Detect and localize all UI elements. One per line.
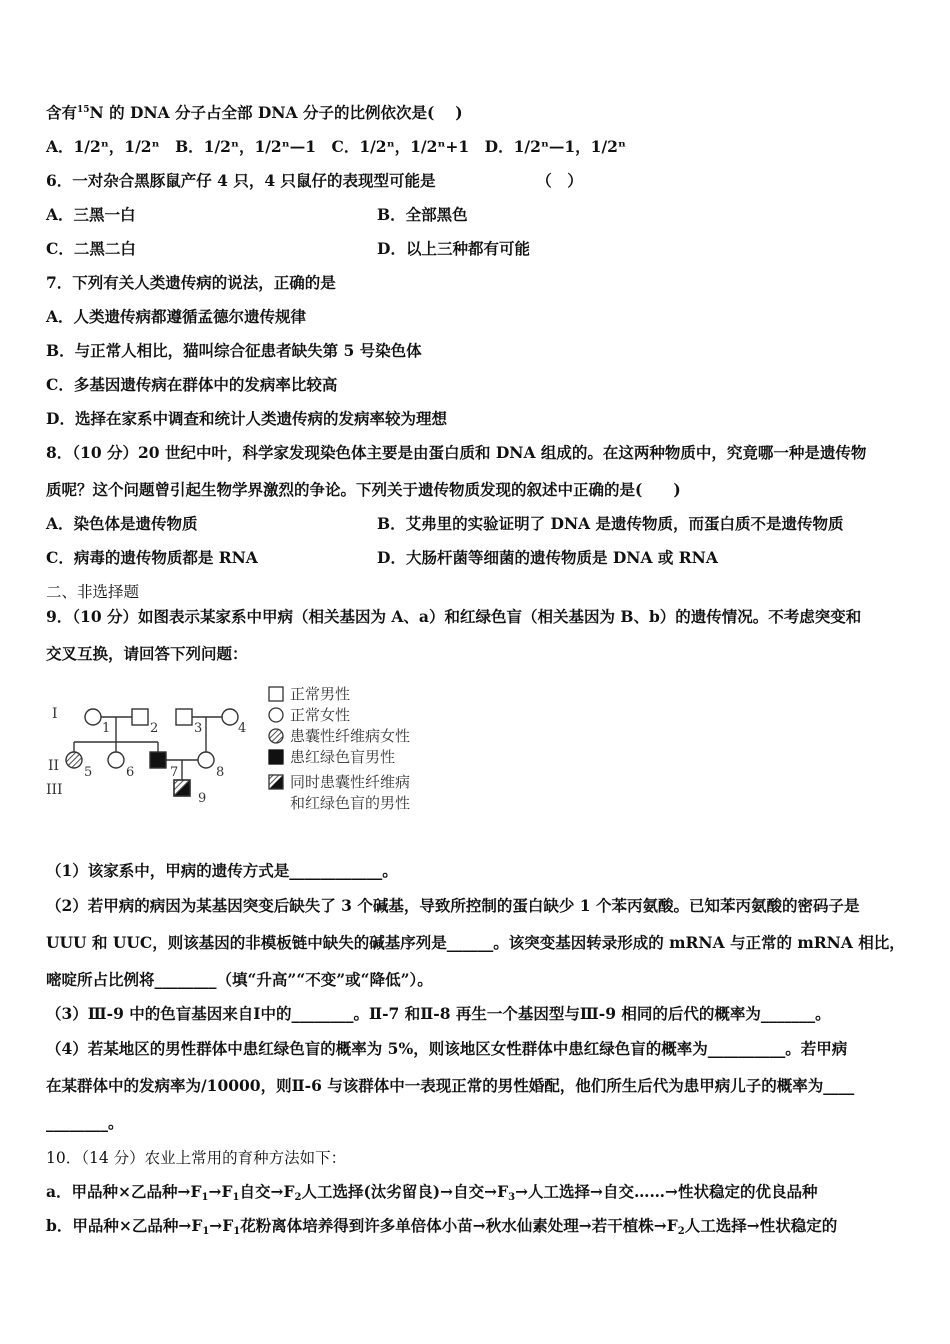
q8-stem-1: 8．（10 分）20 世纪中叶，科学家发现染色体主要是由蛋白质和 DNA 组成的。在这两种物质中，究竟哪一种是遗传物 bbox=[46, 443, 867, 462]
q9-part-4-line2: 在某群体中的发病率为/10000，则Ⅱ-6 与该群体中一表现正常的男性婚配，他们所生后代为患甲病儿子的概率为____ bbox=[46, 1076, 855, 1095]
q7-stem: 7．下列有关人类遗传病的说法，正确的是 bbox=[46, 273, 336, 292]
label-2: 2 bbox=[150, 721, 159, 736]
label-1: 1 bbox=[102, 721, 111, 736]
label-9: 9 bbox=[198, 791, 207, 806]
section-heading: 二、非选择题 bbox=[46, 583, 140, 601]
q7-option-d: D．选择在家系中调查和统计人类遗传病的发病率较为理想 bbox=[46, 409, 447, 428]
individual-I-3 bbox=[176, 709, 192, 725]
gen-label-III: III bbox=[46, 782, 63, 798]
q9-part-3: （3）Ⅲ-9 中的色盲基因来自Ⅰ中的________。Ⅱ-7 和Ⅱ-8 再生一个基因型与Ⅲ-9 相同的后代的概率为_______。 bbox=[46, 1004, 831, 1023]
label-7: 7 bbox=[170, 765, 179, 780]
q9-part-2-line3: 嘧啶所占比例将________（填“升高”“不变”或“降低”）。 bbox=[46, 970, 433, 989]
label-8: 8 bbox=[216, 765, 225, 780]
q6-option-d: D．以上三种都有可能 bbox=[377, 239, 530, 258]
q10-stem: 10．（14 分）农业上常用的育种方法如下： bbox=[46, 1149, 347, 1167]
q9-part-1: （1）该家系中，甲病的遗传方式是____________。 bbox=[46, 861, 398, 880]
q9-part-4-line3: ________。 bbox=[46, 1113, 124, 1132]
gen-label-II: II bbox=[48, 758, 60, 774]
q8-option-d: D．大肠杆菌等细菌的遗传物质是 DNA 或 RNA bbox=[377, 548, 718, 567]
individual-I-4 bbox=[222, 709, 238, 725]
q10-method-b: b．甲品种×乙品种$\to F_1\to F_1$花粉离体培养得到许多单倍体小苗→秋水仙素处理→若干植株$\to F_2$人工选择→性状稳定的 bbox=[46, 1216, 838, 1237]
q8-option-a: A．染色体是遗传物质 bbox=[46, 514, 198, 533]
q6-option-c: C．二黑二白 bbox=[46, 239, 136, 258]
q8-option-b: B．艾弗里的实验证明了 DNA 是遗传物质，而蛋白质不是遗传物质 bbox=[377, 514, 844, 533]
individual-II-8 bbox=[198, 752, 214, 768]
q9-stem-1: 9．（10 分）如图表示某家系中甲病（相关基因为 A、a）和红绿色盲（相关基因为 B、b）的遗传情况。不考虑突变和 bbox=[46, 607, 862, 626]
q6-option-a: A．三黑一白 bbox=[46, 205, 136, 224]
q9-part-4-line1: （4）若某地区的男性群体中患红绿色盲的概率为 5%，则该地区女性群体中患红绿色盲的概率为__________。若甲病 bbox=[46, 1039, 848, 1058]
q9-part-2-line2: UUU 和 UUC，则该基因的非模板链中缺失的碱基序列是______。该突变基因转录形成的 mRNA 与正常的 mRNA 相比， bbox=[46, 933, 905, 952]
individual-II-6 bbox=[108, 752, 124, 768]
gen-label-I: I bbox=[52, 706, 58, 722]
q8-stem-2: 质呢？这个问题曾引起生物学界激烈的争论。下列关于遗传物质发现的叙述中正确的是( ) bbox=[46, 480, 681, 499]
q9-stem-2: 交叉互换，请回答下列问题： bbox=[46, 644, 248, 663]
label-5: 5 bbox=[84, 765, 93, 780]
q6-option-b: B．全部黑色 bbox=[377, 205, 468, 224]
q9-part-2-line1: （2）若甲病的病因为某基因突变后缺失了 3 个碱基，导致所控制的蛋白缺少 1 个苯丙氨酸。已知苯丙氨酸的密码子是 bbox=[46, 896, 860, 915]
q7-option-b: B．与正常人相比，猫叫综合征患者缺失第 5 号染色体 bbox=[46, 341, 422, 360]
individual-II-5 bbox=[66, 752, 82, 768]
individual-I-1 bbox=[85, 709, 101, 725]
q7-option-c: C．多基因遗传病在群体中的发病率比较高 bbox=[46, 375, 338, 394]
q8-option-c: C．病毒的遗传物质都是 RNA bbox=[46, 548, 258, 567]
pedigree-chart bbox=[40, 680, 270, 820]
individual-I-2 bbox=[132, 709, 148, 725]
q5-options: A．1/2ⁿ，1/2ⁿ B．1/2ⁿ，1/2ⁿ—1 C．1/2ⁿ，1/2ⁿ+1 D．1/2ⁿ—1，1/2ⁿ bbox=[46, 137, 626, 156]
q6-stem: 6．一对杂合黑豚鼠产仔 4 只，4 只鼠仔的表现型可能是 （ ） bbox=[46, 171, 583, 190]
individual-II-7 bbox=[150, 752, 166, 768]
q5-stem: 含有$^{15}$N 的 DNA 分子占全部 DNA 分子的比例依次是( ) bbox=[46, 103, 463, 122]
q10-method-a: a．甲品种×乙品种$\to F_1\to F_1$自交$\to F_2$人工选择(汰劣留良)→自交$\to F_3\to$人工选择→自交……→性状稳定的优良品种 bbox=[46, 1182, 818, 1203]
label-4: 4 bbox=[238, 721, 247, 736]
q7-option-a: A．人类遗传病都遵循孟德尔遗传规律 bbox=[46, 307, 307, 326]
label-3: 3 bbox=[194, 721, 203, 736]
label-6: 6 bbox=[126, 765, 135, 780]
